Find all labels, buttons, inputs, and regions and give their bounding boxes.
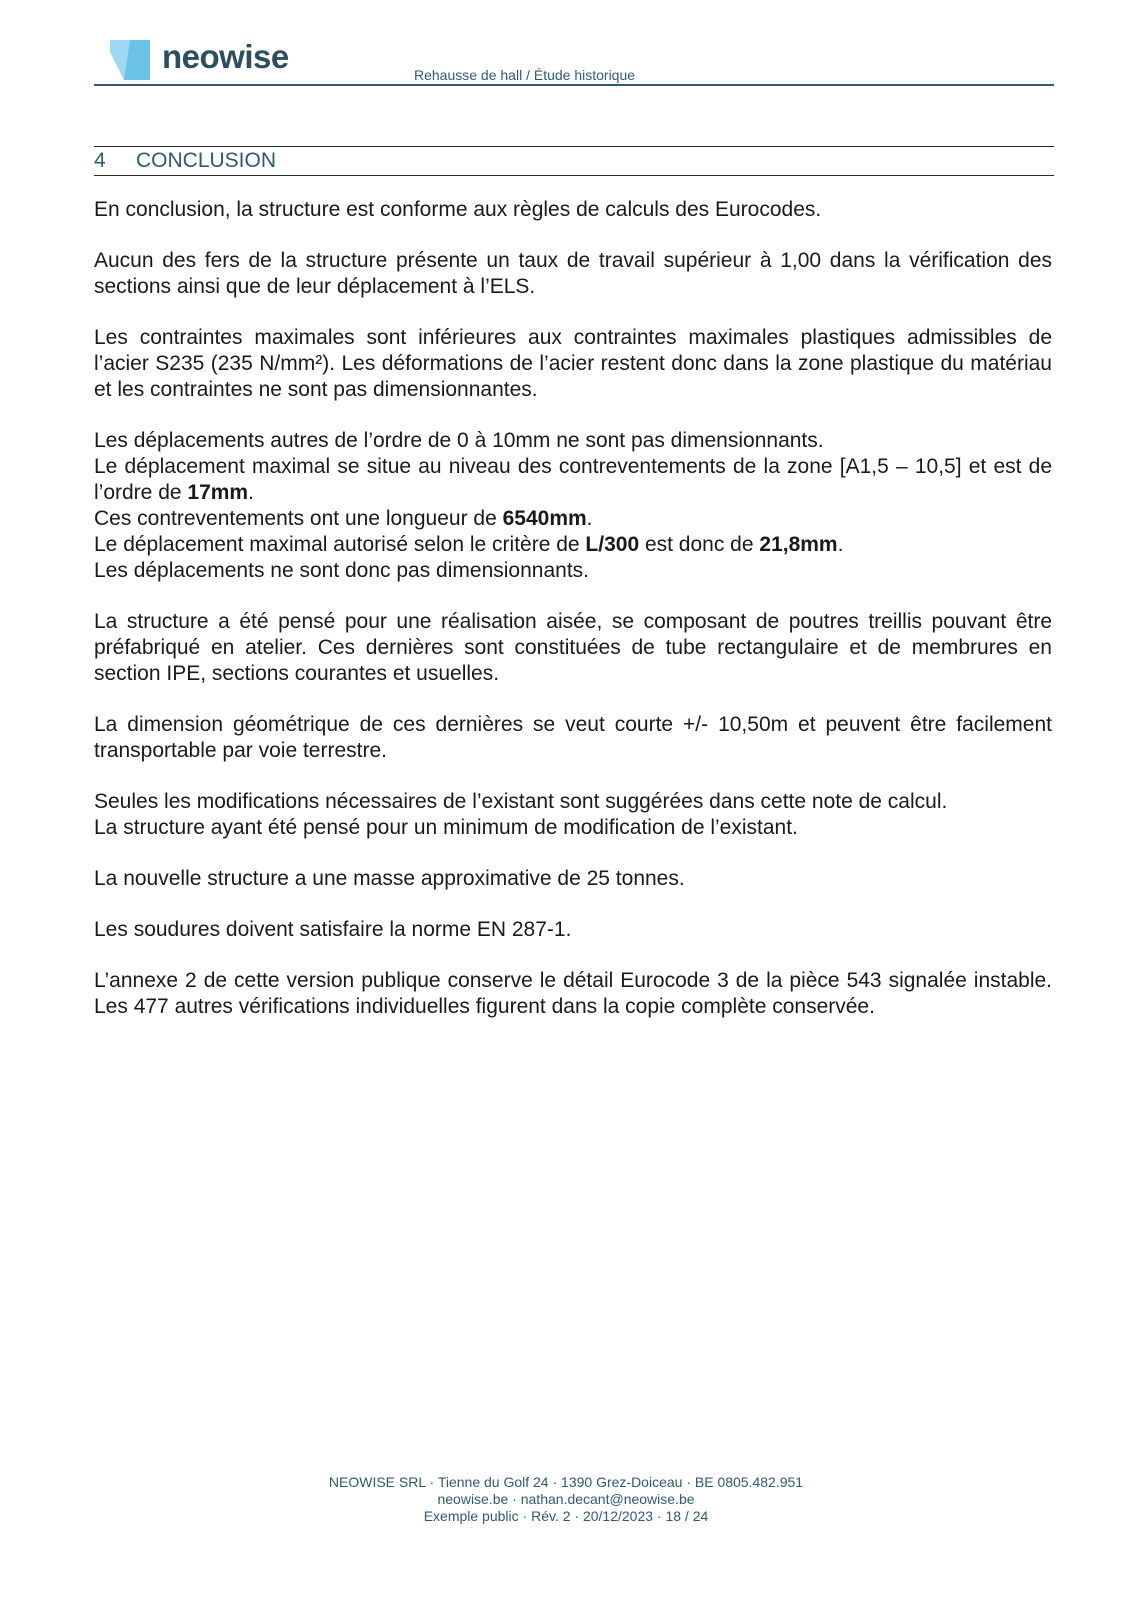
paragraph: L’annexe 2 de cette version publique conserve le détail Eurocode 3 de la pièce 543 signalée instable. Les 477 autres vérifications individuelles figurent dans la copie complète conservée.	[94, 969, 1052, 1018]
text-run: est donc de	[639, 533, 760, 556]
paragraph: La nouvelle structure a une masse approximative de 25 tonnes.	[94, 867, 685, 890]
text-run: Le déplacement maximal se situe au niveau des contreventements de la zone [A1,5 – 10,5] et est de l’ordre de	[94, 455, 1052, 504]
page-header	[94, 36, 1054, 86]
section-number: 4	[94, 149, 106, 172]
footer-company-line: NEOWISE SRL · Tienne du Golf 24 · 1390 Grez-Doiceau · BE 0805.482.951	[328, 1474, 804, 1490]
section-heading	[94, 146, 1054, 176]
paragraph: Aucun des fers de la structure présente un taux de travail supérieur à 1,00 dans la vérification des sections ainsi que de leur déplacement à l’ELS.	[94, 249, 1052, 298]
bold-value: 21,8mm	[759, 533, 838, 556]
bold-value: 6540mm	[502, 507, 587, 530]
paragraph-line: Les déplacements ne sont donc pas dimensionnants.	[94, 559, 589, 582]
body-text	[94, 197, 1052, 1045]
text-run: Ces contreventements ont une longueur de	[94, 507, 503, 530]
logo-wordmark: neowise	[162, 38, 289, 75]
company-logo	[110, 40, 310, 80]
paragraph: Les contraintes maximales sont inférieures aux contraintes maximales plastiques admissibles de l’acier S235 (235 N/mm²). Les déformations de l’acier restent donc dans la zone plastique du matériau et les contraintes ne sont pas dimensionnantes.	[94, 326, 1052, 401]
page-footer	[0, 1474, 1132, 1525]
text-run: Le déplacement maximal autorisé selon le critère de	[94, 533, 586, 556]
paragraph-line: Seules les modifications nécessaires de l’existant sont suggérées dans cette note de calcul.	[94, 790, 948, 813]
section-title: CONCLUSION	[136, 149, 277, 172]
bold-value: 17mm	[187, 481, 249, 504]
paragraph: La structure a été pensé pour une réalisation aisée, se composant de poutres treillis pouvant être préfabriqué en atelier. Ces dernières sont constituées de tube rectangulaire et de membrures en section IPE, sections courantes et usuelles.	[94, 610, 1052, 685]
paragraph-line: La structure ayant été pensé pour un minimum de modification de l’existant.	[94, 816, 798, 839]
document-title: Rehausse de hall / Étude historique	[414, 67, 636, 83]
bold-value: L/300	[585, 533, 640, 556]
paragraph: Les soudures doivent satisfaire la norme EN 287-1.	[94, 918, 572, 941]
text-run: .	[248, 481, 254, 504]
footer-revision-line: Exemple public · Rév. 2 · 20/12/2023 · 18 / 24	[423, 1508, 709, 1524]
text-run: .	[586, 507, 593, 530]
paragraph-line	[94, 454, 1052, 506]
paragraph: La dimension géométrique de ces dernières se veut courte +/- 10,50m et peuvent être facilement transportable par voie terrestre.	[94, 713, 1052, 762]
paragraph-line: Les déplacements autres de l’ordre de 0 à 10mm ne sont pas dimensionnants.	[94, 429, 824, 452]
paragraph	[94, 789, 1052, 841]
paragraph-line	[94, 506, 1052, 532]
neowise-logo-icon	[110, 40, 150, 80]
text-run: .	[837, 533, 844, 556]
footer-contact-line: neowise.be · nathan.decant@neowise.be	[437, 1491, 695, 1507]
displacement-paragraph	[94, 428, 1052, 584]
paragraph-line	[94, 532, 1052, 558]
paragraph: En conclusion, la structure est conforme aux règles de calculs des Eurocodes.	[94, 198, 822, 221]
